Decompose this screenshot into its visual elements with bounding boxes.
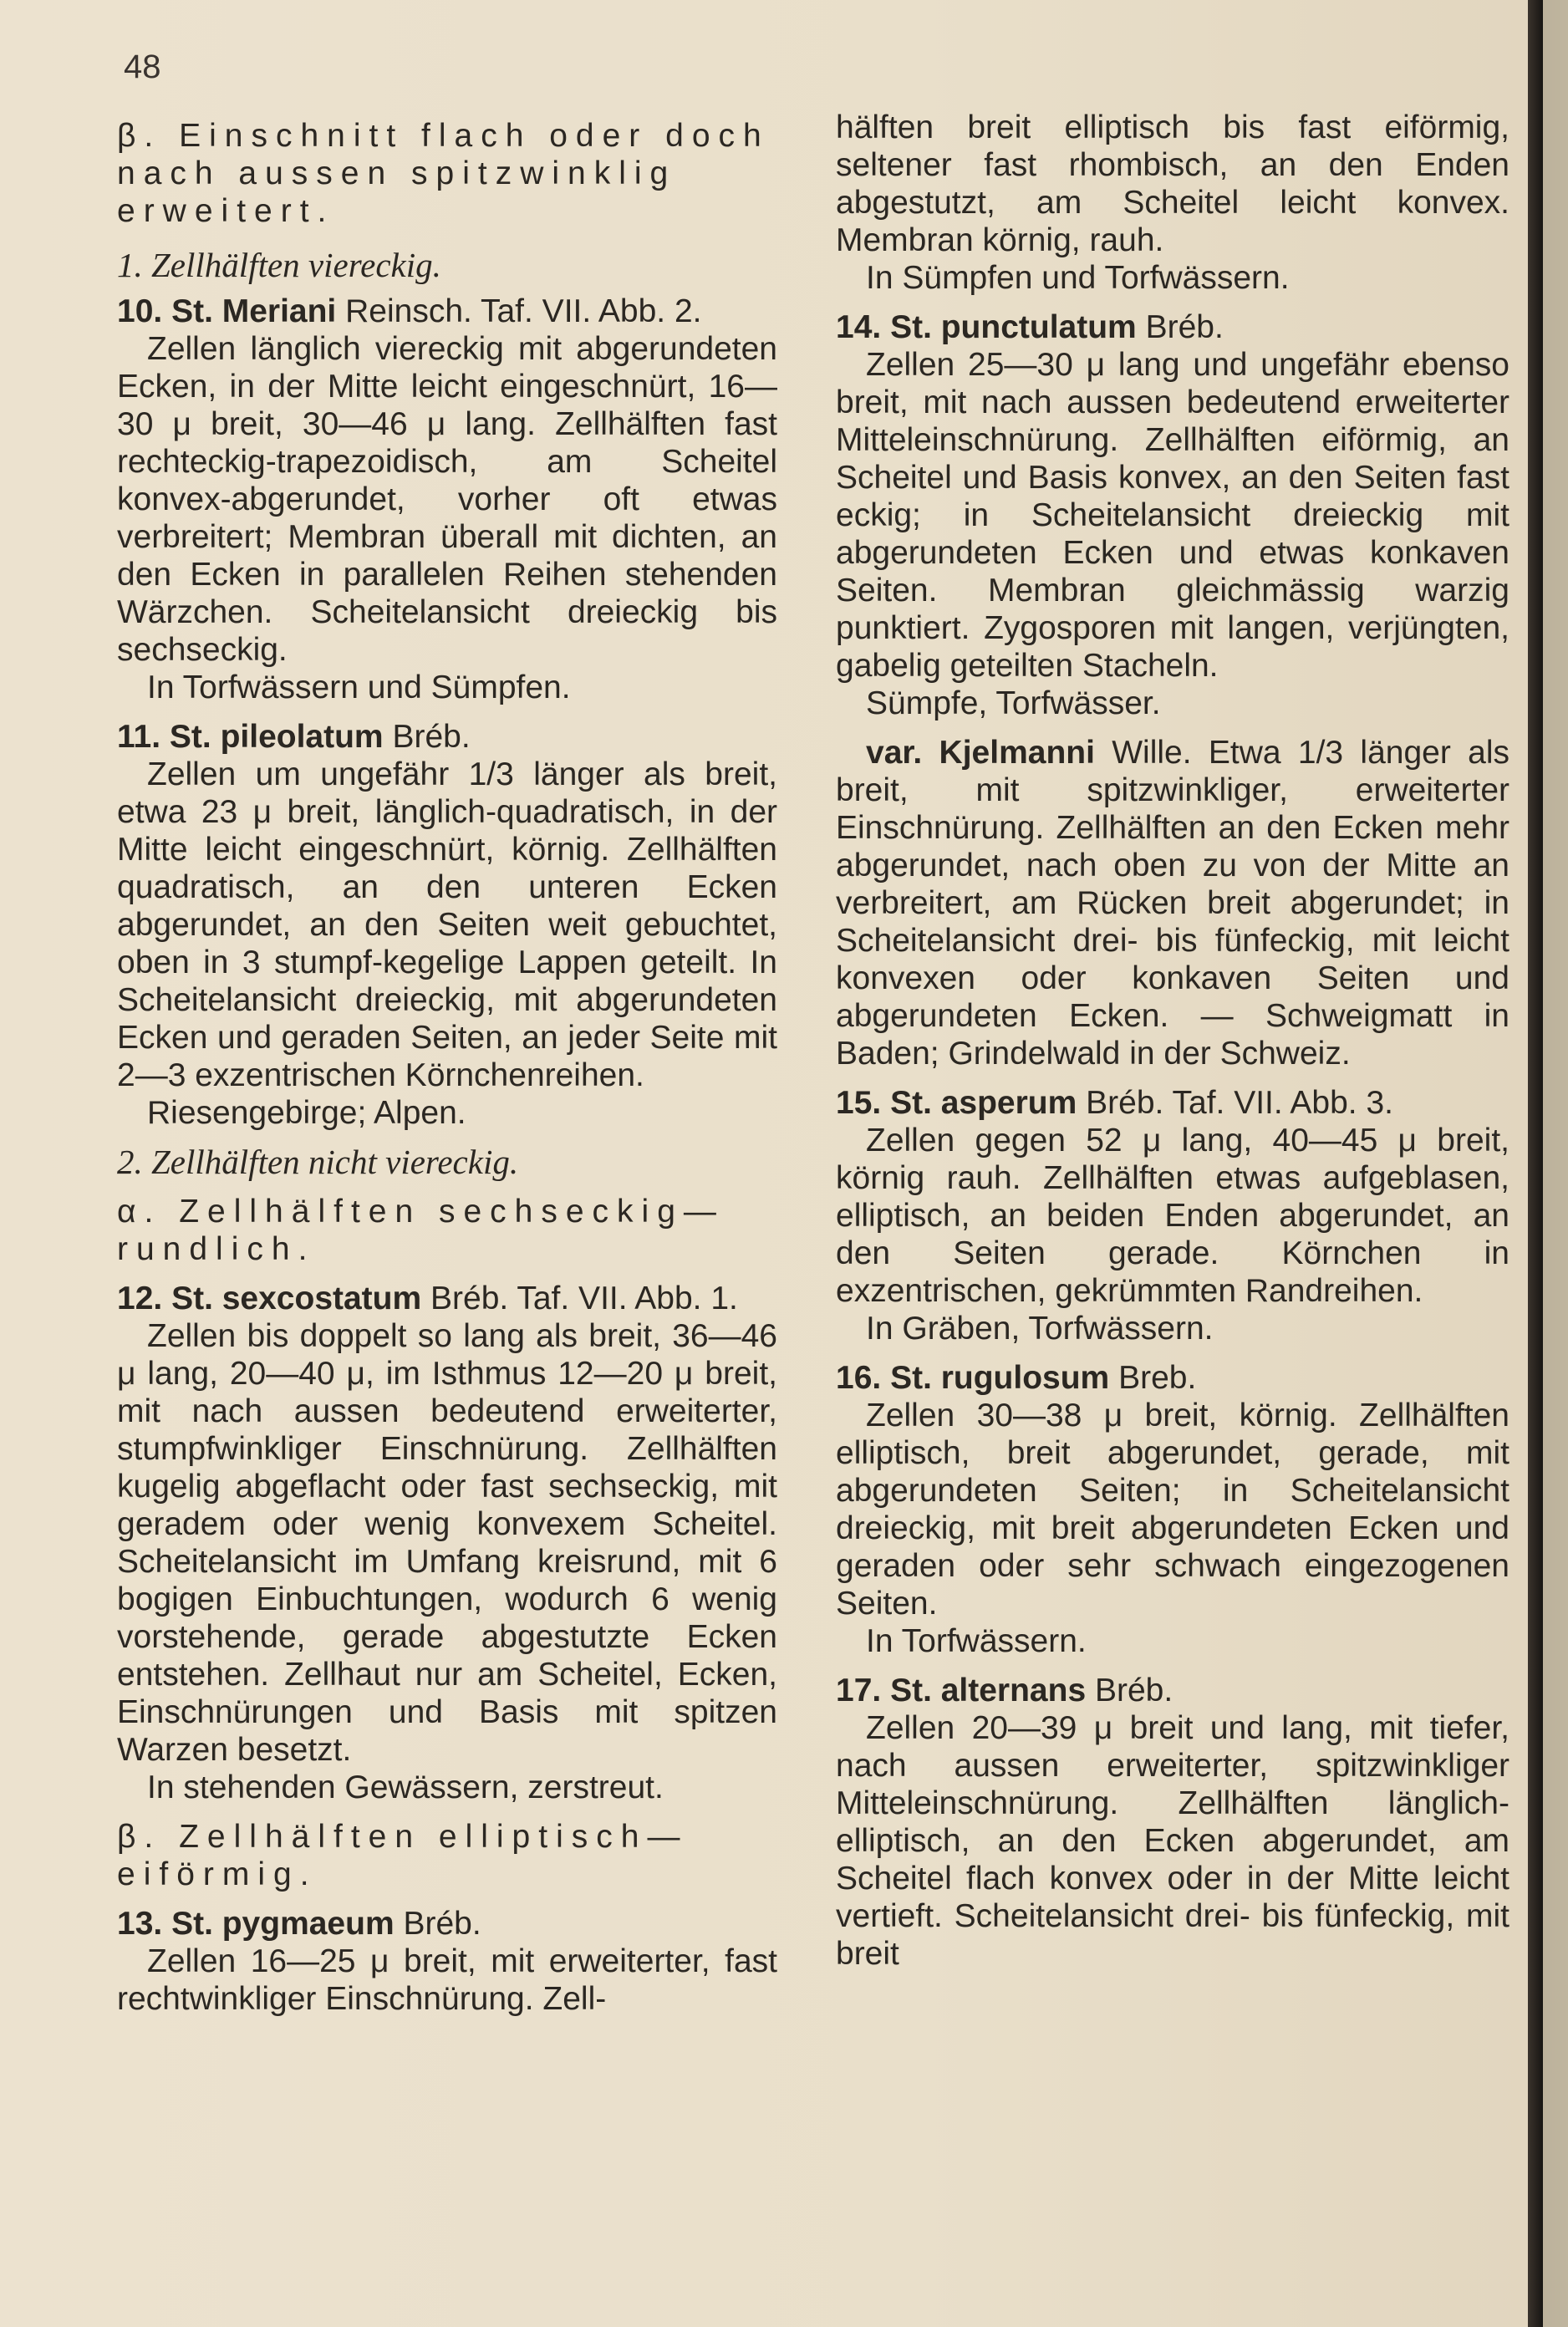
species-name: St. pileolatum: [169, 719, 384, 755]
species-14-description: Zellen 25—30 μ lang und ungefähr ebenso breit, mit nach aussen bedeutend erweiterter Mitteleinschnürung. Zellhälften eiförmig, an Scheitel und Basis konvex, an den Seiten fast eckig; in Scheitelansicht dreieckig mit abgerundeten Ecken und etwas konkaven Seiten. Membran gleichmässig warzig punktiert. Zygosporen mit langen, verjüngten, gabelig geteilten Stacheln.: [836, 347, 1509, 684]
species-10-description: Zellen länglich viereckig mit abgerundeten Ecken, in der Mitte leicht eingeschnürt, 16—30 μ breit, 30—46 μ lang. Zellhälften fast rechteckig-trapezoidisch, am Scheitel konvex-abgerundet, vorher oft etwas verbreitert; Membran überall mit dichten, an den Ecken in parallelen Reihen stehenden Wärzchen. Scheitelansicht dreieckig bis sechseckig.: [117, 331, 777, 668]
species-number: 11.: [117, 719, 161, 755]
species-number: 17.: [836, 1673, 882, 1708]
species-name: St. rugulosum: [890, 1360, 1110, 1396]
section-heading-beta2-line2: eiförmig.: [117, 1856, 318, 1892]
species-14-habitat: Sümpfe, Torfwässer.: [866, 685, 1161, 721]
adjacent-page-edge: [1543, 0, 1568, 2327]
species-number: 16.: [836, 1360, 882, 1396]
species-authority: Bréb.: [392, 719, 471, 755]
species-name: St. alternans: [890, 1673, 1087, 1708]
subheading-nicht-viereckig: 2. Zellhälften nicht viereckig.: [117, 1143, 519, 1181]
section-heading-beta-line2: nach aussen spitzwinklig: [117, 155, 677, 191]
species-name: St. Meriani: [171, 293, 337, 329]
variety-name: var. Kjelmanni: [866, 735, 1095, 771]
section-heading-beta-line1: β. Einschnitt flach oder doch: [117, 118, 770, 154]
section-heading-beta2-line1: β. Zellhälften elliptisch—: [117, 1819, 689, 1855]
species-authority: Breb.: [1118, 1360, 1197, 1396]
species-number: 15.: [836, 1085, 882, 1121]
species-authority: Bréb.: [1145, 309, 1224, 345]
species-13-heading: [117, 1905, 777, 1943]
species-12-description: Zellen bis doppelt so lang als breit, 36—46 μ lang, 20—40 μ, im Isthmus 12—20 μ breit, mit nach aussen bedeutend erweiterter, stumpfwinkliger Einschnürung. Zellhälften kugelig abgeflacht oder fast sechseckig, mit geradem oder wenig konvexem Scheitel. Scheitelansicht im Umfang kreisrund, mit 6 bogigen Einbuchtungen, wodurch 6 wenig vorstehende, gerade abgestutzte Ecken entstehen. Zellhaut nur am Scheitel, Ecken, Einschnürungen und Basis mit spitzen Warzen besetzt.: [117, 1318, 777, 1768]
species-17-heading: [836, 1672, 1509, 1709]
species-12-heading: [117, 1280, 777, 1317]
species-17-description: Zellen 20—39 μ breit und lang, mit tiefer, nach aussen erweiterter, spitzwinkliger Mitteleinschnürung. Zellhälften länglich-elliptisch, an den Ecken abgerundet, am Scheitel flach konvex oder in der Mitte leicht vertieft. Scheitelansicht drei- bis fünfeckig, mit breit: [836, 1710, 1509, 1972]
species-15-habitat: In Gräben, Torfwässern.: [866, 1311, 1214, 1347]
section-heading-beta-line3: erweitert.: [117, 193, 335, 229]
page-number: 48: [124, 48, 161, 85]
variety-kjelmanni: [836, 734, 1509, 1072]
species-name: St. asperum: [890, 1085, 1077, 1121]
species-16-habitat: In Torfwässern.: [866, 1623, 1087, 1659]
subheading-viereckig: 1. Zellhälften viereckig.: [117, 246, 441, 284]
species-11-heading: [117, 718, 777, 756]
species-number: 10.: [117, 293, 163, 329]
species-15-description: Zellen gegen 52 μ lang, 40—45 μ breit, körnig rauh. Zellhälften etwas aufgeblasen, elliptisch, an beiden Enden abgerundet, an den Seiten gerade. Körnchen in exzentrischen, gekrümmten Randreihen.: [836, 1123, 1509, 1309]
species-authority: Reinsch. Taf. VII. Abb. 2.: [345, 293, 702, 329]
species-name: St. pygmaeum: [171, 1906, 395, 1942]
species-13-habitat: In Sümpfen und Torfwässern.: [866, 260, 1290, 296]
right-column: [836, 109, 1509, 1973]
species-11-habitat: Riesengebirge; Alpen.: [147, 1095, 466, 1131]
section-heading-alpha-line2: rundlich.: [117, 1231, 316, 1267]
species-number: 14.: [836, 309, 882, 345]
section-heading-alpha-line1: α. Zellhälften sechseckig—: [117, 1194, 725, 1230]
species-13-continuation: hälften breit elliptisch bis fast eiförmig, seltener fast rhombisch, an den Enden abgestutzt, am Scheitel leicht konvex. Membran körnig, rauh.: [836, 109, 1509, 258]
variety-description: Etwa 1/3 länger als breit, mit spitzwinkliger, erweiterter Einschnürung. Zellhälften an den Ecken mehr abgerundet, nach oben zu von der Mitte an verbreitert, am Rücken breit abgerundet; in Scheitelansicht drei- bis fünfeckig, mit leicht konvexen oder konkaven Seiten und abgerundeten Ecken. — Schweigmatt in Baden; Grindelwald in der Schweiz.: [836, 735, 1509, 1072]
species-name: St. sexcostatum: [171, 1281, 422, 1316]
species-16-description: Zellen 30—38 μ breit, körnig. Zellhälften elliptisch, breit abgerundet, gerade, mit abgerundeten Seiten; in Scheitelansicht dreieckig, mit breit abgerundeten Ecken und geraden oder sehr schwach eingezogenen Seiten.: [836, 1398, 1509, 1622]
species-15-heading: [836, 1084, 1509, 1122]
species-authority: Bréb.: [1094, 1673, 1173, 1708]
species-14-heading: [836, 308, 1509, 346]
species-authority: Bréb. Taf. VII. Abb. 3.: [1086, 1085, 1393, 1121]
species-13-description: Zellen 16—25 μ breit, mit erweiterter, fast rechtwinkliger Einschnürung. Zell-: [117, 1943, 777, 2017]
species-10-heading: [117, 293, 777, 330]
variety-authority: Wille.: [1112, 735, 1192, 771]
species-authority: Bréb.: [403, 1906, 481, 1942]
species-16-heading: [836, 1359, 1509, 1397]
species-10-habitat: In Torfwässern und Sümpfen.: [147, 670, 571, 705]
species-12-habitat: In stehenden Gewässern, zerstreut.: [147, 1769, 664, 1805]
species-authority: Bréb. Taf. VII. Abb. 1.: [430, 1281, 738, 1316]
species-11-description: Zellen um ungefähr 1/3 länger als breit, etwa 23 μ breit, länglich-quadratisch, in der Mitte leicht eingeschnürt, körnig. Zellhälften quadratisch, an den unteren Ecken abgerundet, an den Seiten weit gebuchtet, oben in 3 stumpf-kegelige Lappen geteilt. In Scheitelansicht dreieckig, mit abgerundeten Ecken und geraden Seiten, an jeder Seite mit 2—3 exzentrischen Körnchenreihen.: [117, 756, 777, 1093]
species-number: 12.: [117, 1281, 163, 1316]
species-name: St. punctulatum: [890, 309, 1137, 345]
left-column: [117, 117, 777, 2018]
species-number: 13.: [117, 1906, 163, 1942]
